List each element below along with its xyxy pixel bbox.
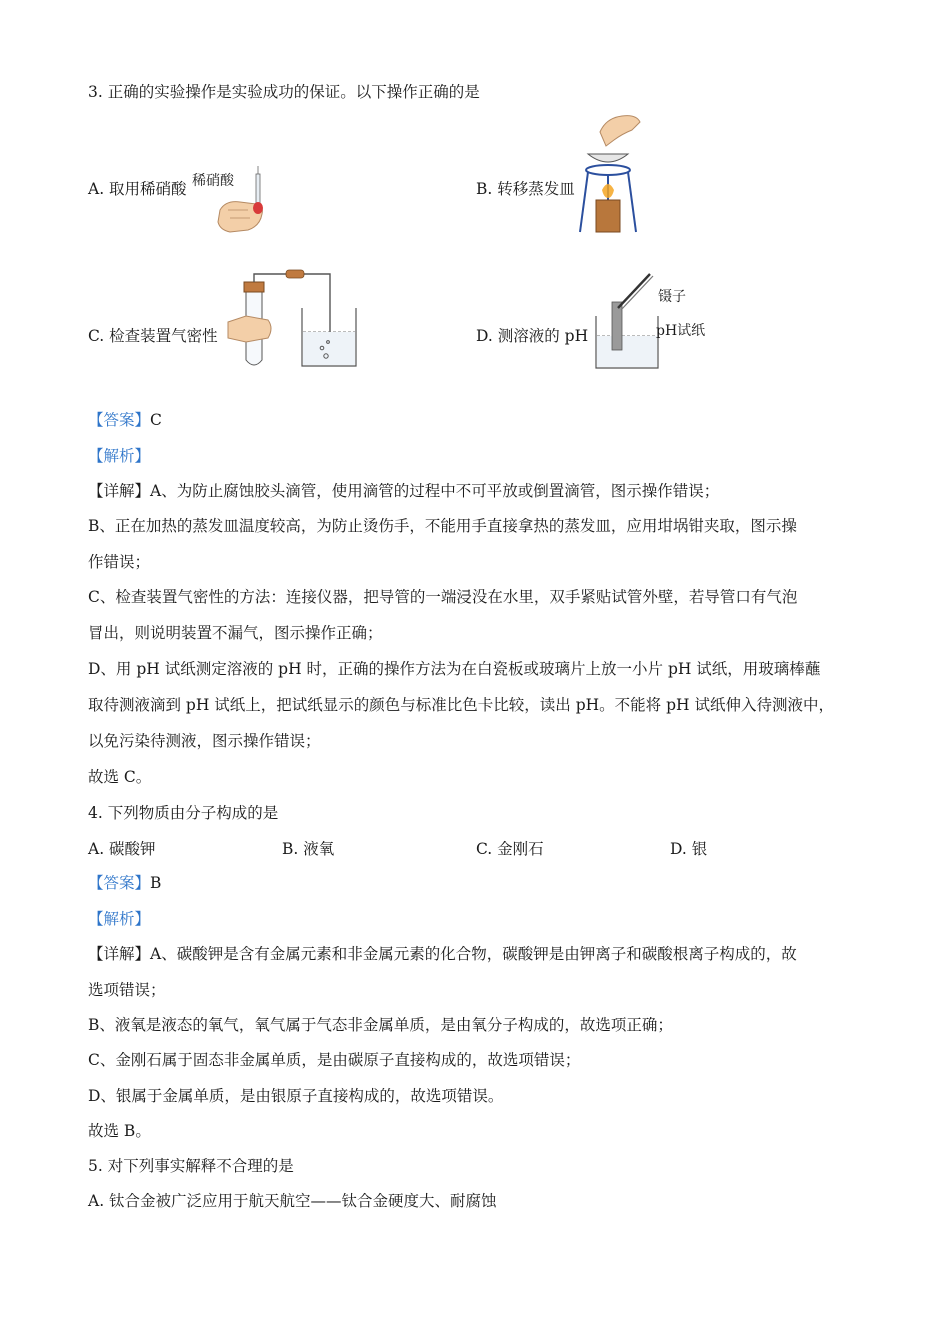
- q4-option-c: C. 金刚石: [476, 840, 544, 858]
- q4-stem: 4. 下列物质由分子构成的是: [88, 804, 279, 822]
- detail-tag: 【详解】: [88, 945, 151, 963]
- q3-explanation-line-3: 作错误；: [88, 553, 151, 571]
- q5-option-a: A. 钛合金被广泛应用于航天航空——钛合金硬度大、耐腐蚀: [88, 1192, 497, 1210]
- q4-answer-line: [88, 873, 161, 893]
- detail-tag: 【详解】: [88, 482, 151, 500]
- q3-explanation-line-5: 冒出，则说明装置不漏气，图示操作正确；: [88, 624, 383, 642]
- analysis-tag: 【解析】: [88, 447, 151, 465]
- answer-value: B: [150, 874, 162, 892]
- q3-option-a: A. 取用稀硝酸: [88, 180, 187, 198]
- q4-explanation-line-4: C、金刚石属于固态非金属单质，是由碳原子直接构成的，故选项错误；: [88, 1051, 581, 1069]
- q4-explanation-line-3: B、液氧是液态的氧气，氧气属于气态非金属单质，是由氧分子构成的，故选项正确；: [88, 1016, 673, 1034]
- airtightness-apparatus-illustration: [226, 268, 362, 372]
- q3-figure-d-ph-test: [592, 272, 664, 372]
- q3-option-b: B. 转移蒸发皿: [476, 180, 575, 198]
- explanation-text: A、碳酸钾是含有金属元素和非金属元素的化合物，碳酸钾是由钾离子和碳酸根离子构成的，故: [150, 945, 797, 963]
- q3-explanation-line-8: 以免污染待测液，图示操作错误；: [88, 732, 321, 750]
- q3-figure-a-label: 稀硝酸: [192, 173, 234, 189]
- q3-explanation-line-7: 取待测液滴到 pH 试纸上，把试纸显示的颜色与标准比色卡比较，读出 pH。不能将 pH 试纸伸入待测液中，: [88, 696, 834, 714]
- evaporating-dish-illustration: [572, 112, 644, 234]
- q3-figure-d-paper-label: pH试纸: [656, 323, 706, 339]
- q4-explanation-line-6: 故选 B。: [88, 1122, 151, 1140]
- answer-tag: 【答案】: [88, 411, 151, 429]
- q3-option-c: C. 检查装置气密性: [88, 327, 218, 345]
- q4-option-b: B. 液氧: [282, 840, 335, 858]
- q3-explanation-line-4: C、检查装置气密性的方法：连接仪器，把导管的一端浸没在水里，双手紧贴试管外壁，若导管口有气泡: [88, 588, 798, 606]
- q3-explanation-line-2: B、正在加热的蒸发皿温度较高，为防止烫伤手，不能用手直接拿热的蒸发皿，应用坩埚钳夹取，图示操: [88, 517, 797, 535]
- answer-value: C: [150, 411, 162, 429]
- q3-analysis-tag-line: [88, 446, 150, 466]
- q3-figure-b-evaporating-dish: [572, 112, 644, 234]
- q3-explanation-line-9: 故选 C。: [88, 768, 152, 786]
- answer-tag: 【答案】: [88, 874, 151, 892]
- q4-explanation-line-2: 选项错误；: [88, 981, 166, 999]
- q4-explanation-line-1: [88, 944, 797, 964]
- q3-stem: 3. 正确的实验操作是实验成功的保证。以下操作正确的是: [88, 83, 480, 101]
- q3-option-d: D. 测溶液的 pH: [476, 327, 589, 345]
- q3-explanation-line-6: D、用 pH 试纸测定溶液的 pH 时，正确的操作方法为在白瓷板或玻璃片上放一小片 pH 试纸，用玻璃棒蘸: [88, 660, 821, 678]
- q5-stem: 5. 对下列事实解释不合理的是: [88, 1157, 294, 1175]
- q4-explanation-line-5: D、银属于金属单质，是由银原子直接构成的，故选项错误。: [88, 1087, 504, 1105]
- q4-option-d: D. 银: [670, 840, 708, 858]
- explanation-text: A、为防止腐蚀胶头滴管，使用滴管的过程中不可平放或倒置滴管，图示操作错误；: [150, 482, 720, 500]
- q4-option-a: A. 碳酸钾: [88, 840, 156, 858]
- q4-analysis-tag-line: [88, 909, 150, 929]
- analysis-tag: 【解析】: [88, 910, 151, 928]
- ph-paper-illustration: [592, 272, 664, 372]
- q3-answer-line: [88, 410, 162, 430]
- q3-figure-d-tweezers-label: 镊子: [658, 289, 686, 305]
- q3-figure-c-airtightness: [226, 268, 362, 372]
- q3-explanation-line-1: [88, 481, 719, 501]
